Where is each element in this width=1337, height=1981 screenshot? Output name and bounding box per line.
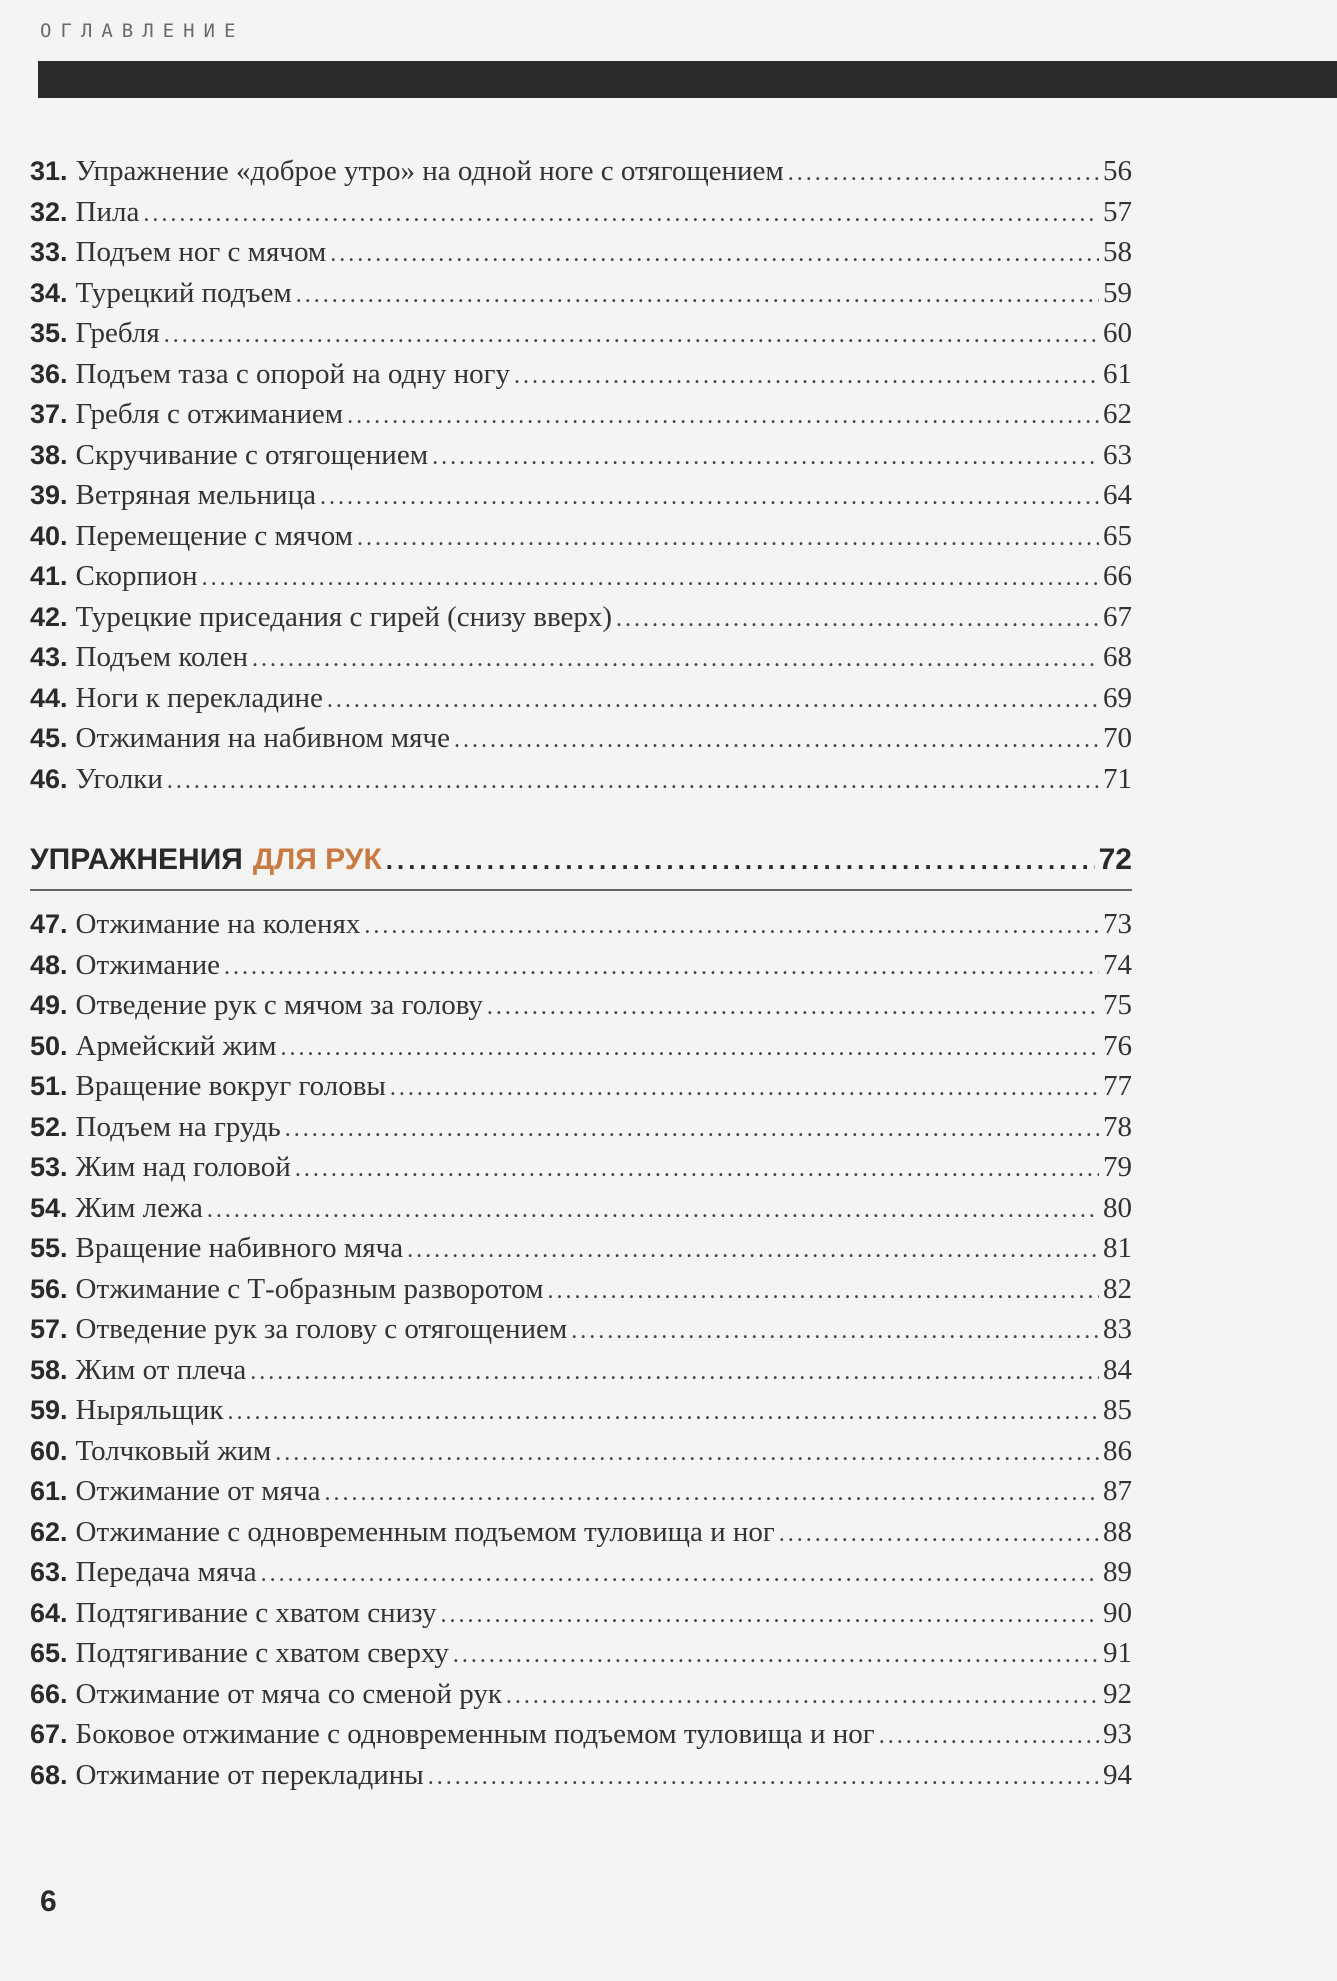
entry-title: Гребля — [75, 317, 160, 349]
toc-entry[interactable] — [30, 556, 1132, 597]
toc-entry[interactable] — [30, 1674, 1132, 1715]
leader-dots — [357, 518, 1099, 559]
entry-number: 60. — [30, 1435, 68, 1466]
entry-page-number: 84 — [1103, 1353, 1132, 1386]
entry-page-number: 78 — [1103, 1110, 1132, 1143]
entry-title: Гребля с отжиманием — [75, 398, 344, 430]
entry-page-number: 83 — [1103, 1313, 1132, 1345]
section-divider — [30, 889, 1132, 891]
section-title-part2: ДЛЯ РУК — [252, 843, 382, 876]
entry-number: 39. — [30, 480, 68, 510]
toc-entry[interactable] — [30, 1269, 1132, 1310]
leader-dots — [779, 1514, 1099, 1555]
entry-title: Отведение рук за голову с отягощением — [75, 1313, 568, 1345]
leader-dots — [879, 1716, 1099, 1757]
entry-page-number: 86 — [1103, 1434, 1132, 1467]
leader-dots — [487, 987, 1099, 1028]
entry-title: Жим над головой — [75, 1151, 291, 1183]
entry-page-number: 57 — [1103, 195, 1132, 228]
entry-title: Подтягивание с хватом сверху — [75, 1637, 449, 1669]
entry-page-number: 75 — [1103, 989, 1132, 1021]
toc-list-before — [30, 151, 1132, 799]
leader-dots — [143, 194, 1099, 235]
leader-dots — [224, 947, 1099, 988]
toc-entry[interactable] — [30, 1350, 1132, 1391]
entry-page-number: 71 — [1103, 762, 1132, 795]
entry-title: Отжимание с Т-образным разворотом — [75, 1272, 544, 1305]
leader-dots — [296, 275, 1099, 316]
entry-number: 45. — [30, 723, 68, 753]
toc-entry[interactable] — [30, 904, 1132, 945]
leader-dots — [514, 356, 1099, 397]
leader-dots — [347, 396, 1099, 437]
toc-entry[interactable] — [30, 759, 1132, 800]
entry-page-number: 64 — [1103, 479, 1132, 511]
entry-page-number: 56 — [1103, 155, 1132, 187]
entry-title: Передача мяча — [75, 1556, 257, 1588]
entry-title: Отжимания на набивном мяче — [75, 722, 450, 754]
toc-entry[interactable] — [30, 945, 1132, 986]
entry-title: Отжимание от мяча со сменой рук — [75, 1677, 502, 1710]
toc-entry[interactable] — [30, 273, 1132, 314]
entry-number: 58. — [30, 1354, 68, 1385]
entry-title: Ноги к перекладине — [75, 681, 323, 714]
leader-dots — [330, 234, 1099, 275]
entry-number: 33. — [30, 237, 68, 267]
entry-title: Подъем колен — [75, 641, 248, 673]
toc-entry[interactable] — [30, 232, 1132, 273]
entry-number: 65. — [30, 1638, 68, 1668]
toc-entry[interactable] — [30, 394, 1132, 435]
entry-page-number: 85 — [1103, 1394, 1132, 1426]
leader-dots — [432, 437, 1099, 478]
entry-number: 44. — [30, 682, 68, 713]
entry-number: 55. — [30, 1233, 68, 1263]
entry-page-number: 77 — [1103, 1070, 1132, 1102]
leader-dots — [207, 1190, 1099, 1231]
section-title-part1: УПРАЖНЕНИЯ — [30, 843, 243, 876]
toc-entry[interactable] — [30, 718, 1132, 759]
toc-list-after — [30, 904, 1132, 1795]
entry-title: Пила — [75, 195, 140, 228]
entry-title: Жим лежа — [75, 1191, 203, 1224]
entry-page-number: 94 — [1103, 1758, 1132, 1791]
entry-page-number: 92 — [1103, 1677, 1132, 1710]
section-page-number: 72 — [1098, 843, 1132, 876]
entry-title: Отведение рук с мячом за голову — [75, 989, 483, 1021]
toc-entry[interactable] — [30, 985, 1132, 1026]
entry-number: 47. — [30, 909, 68, 939]
entry-number: 35. — [30, 318, 68, 348]
entry-title: Ветряная мельница — [75, 479, 316, 511]
toc-entry[interactable] — [30, 435, 1132, 476]
leader-dots — [364, 906, 1099, 947]
running-head: ОГЛАВЛЕНИЕ — [40, 20, 245, 42]
entry-title: Уголки — [75, 762, 163, 795]
entry-page-number: 70 — [1103, 722, 1132, 754]
leader-dots — [295, 1149, 1099, 1190]
leader-dots — [506, 1676, 1099, 1717]
entry-page-number: 82 — [1103, 1272, 1132, 1305]
entry-title: Ныряльщик — [75, 1394, 224, 1426]
leader-dots — [320, 477, 1099, 518]
toc-entry[interactable] — [30, 313, 1132, 354]
toc-entry[interactable] — [30, 516, 1132, 557]
toc-entry[interactable] — [30, 1188, 1132, 1229]
entry-number: 61. — [30, 1476, 68, 1506]
entry-number: 50. — [30, 1030, 68, 1061]
leader-dots — [227, 1392, 1099, 1433]
toc-entry[interactable] — [30, 1228, 1132, 1269]
entry-page-number: 59 — [1103, 276, 1132, 309]
entry-number: 56. — [30, 1273, 68, 1304]
toc-entry[interactable] — [30, 1593, 1132, 1634]
entry-number: 41. — [30, 561, 68, 591]
toc-entry[interactable] — [30, 1390, 1132, 1431]
header-bar — [38, 61, 1337, 98]
entry-number: 68. — [30, 1759, 68, 1790]
toc-entry[interactable] — [30, 1714, 1132, 1755]
leader-dots — [285, 1109, 1099, 1150]
toc-entry[interactable] — [30, 1431, 1132, 1472]
entry-number: 46. — [30, 763, 68, 794]
leader-dots — [250, 1352, 1099, 1393]
toc-entry[interactable] — [30, 1755, 1132, 1796]
entry-page-number: 93 — [1103, 1718, 1132, 1750]
toc-entry[interactable] — [30, 1147, 1132, 1188]
entry-page-number: 73 — [1103, 908, 1132, 940]
leader-dots — [164, 315, 1099, 356]
entry-page-number: 66 — [1103, 560, 1132, 592]
entry-page-number: 80 — [1103, 1191, 1132, 1224]
leader-dots — [547, 1271, 1099, 1312]
entry-title: Подъем на грудь — [75, 1110, 281, 1143]
leader-dots — [407, 1230, 1099, 1271]
entry-title: Вращение вокруг головы — [75, 1070, 386, 1102]
entry-page-number: 76 — [1103, 1029, 1132, 1062]
entry-page-number: 68 — [1103, 641, 1132, 673]
entry-number: 49. — [30, 990, 68, 1020]
toc-entry[interactable] — [30, 1471, 1132, 1512]
entry-page-number: 88 — [1103, 1515, 1132, 1548]
entry-number: 51. — [30, 1071, 68, 1101]
entry-title: Отжимание с одновременным подъемом туловища и ног — [75, 1515, 775, 1548]
entry-title: Турецкие приседания с гирей (снизу вверх) — [75, 600, 613, 633]
toc-entry[interactable] — [30, 475, 1132, 516]
entry-title: Толчковый жим — [75, 1434, 272, 1467]
entry-title: Подъем таза с опорой на одну ногу — [75, 357, 511, 390]
leader-dots — [788, 153, 1099, 194]
entry-page-number: 62 — [1103, 398, 1132, 430]
entry-number: 38. — [30, 439, 68, 470]
leader-dots — [440, 1595, 1099, 1636]
entry-title: Отжимание от мяча — [75, 1475, 321, 1507]
leader-dots — [386, 838, 1095, 882]
toc-entry[interactable] — [30, 1309, 1132, 1350]
entry-title: Подтягивание с хватом снизу — [75, 1596, 437, 1629]
entry-title: Подъем ног с мячом — [75, 236, 327, 268]
leader-dots — [390, 1068, 1099, 1109]
entry-title: Отжимание от перекладины — [75, 1758, 424, 1791]
entry-number: 64. — [30, 1597, 68, 1628]
toc-entry[interactable] — [30, 1026, 1132, 1067]
entry-number: 31. — [30, 156, 68, 186]
entry-page-number: 74 — [1103, 948, 1132, 981]
entry-number: 59. — [30, 1395, 68, 1425]
entry-number: 42. — [30, 601, 68, 632]
entry-number: 53. — [30, 1152, 68, 1182]
entry-number: 37. — [30, 399, 68, 429]
entry-page-number: 58 — [1103, 236, 1132, 268]
toc-entry[interactable] — [30, 1066, 1132, 1107]
entry-title: Вращение набивного мяча — [75, 1232, 404, 1264]
entry-title: Армейский жим — [75, 1029, 277, 1062]
entry-title: Отжимание на коленях — [75, 908, 361, 940]
leader-dots — [571, 1311, 1099, 1352]
entry-page-number: 81 — [1103, 1232, 1132, 1264]
entry-number: 62. — [30, 1516, 68, 1547]
leader-dots — [167, 761, 1099, 802]
entry-title: Скручивание с отягощением — [75, 438, 429, 471]
entry-number: 67. — [30, 1719, 68, 1749]
entry-number: 40. — [30, 520, 68, 551]
entry-title: Скорпион — [75, 560, 198, 592]
toc-entry[interactable] — [30, 192, 1132, 233]
entry-page-number: 63 — [1103, 438, 1132, 471]
entry-number: 57. — [30, 1314, 68, 1344]
entry-number: 52. — [30, 1111, 68, 1142]
toc-entry[interactable] — [30, 597, 1132, 638]
entry-page-number: 67 — [1103, 600, 1132, 633]
entry-number: 48. — [30, 949, 68, 980]
leader-dots — [428, 1757, 1099, 1798]
toc-entry[interactable] — [30, 1552, 1132, 1593]
entry-title: Жим от плеча — [75, 1353, 247, 1386]
entry-number: 66. — [30, 1678, 68, 1709]
entry-number: 34. — [30, 277, 68, 308]
entry-title: Упражнение «доброе утро» на одной ноге с отягощением — [75, 155, 784, 187]
entry-page-number: 89 — [1103, 1556, 1132, 1588]
toc-entry[interactable] — [30, 1512, 1132, 1553]
toc-entry[interactable] — [30, 678, 1132, 719]
entry-page-number: 79 — [1103, 1151, 1132, 1183]
leader-dots — [454, 720, 1099, 761]
leader-dots — [252, 639, 1099, 680]
leader-dots — [327, 680, 1099, 721]
toc-entry[interactable] — [30, 1633, 1132, 1674]
entry-number: 63. — [30, 1557, 68, 1587]
entry-page-number: 65 — [1103, 519, 1132, 552]
leader-dots — [202, 558, 1099, 599]
entry-title: Отжимание — [75, 948, 221, 981]
entry-page-number: 91 — [1103, 1637, 1132, 1669]
leader-dots — [616, 599, 1099, 640]
entry-title: Перемещение с мячом — [75, 519, 354, 552]
entry-number: 32. — [30, 196, 68, 227]
toc-entry[interactable] — [30, 151, 1132, 192]
entry-title: Боковое отжимание с одновременным подъемом туловища и ног — [75, 1718, 875, 1750]
leader-dots — [453, 1635, 1099, 1676]
leader-dots — [275, 1433, 1099, 1474]
entry-number: 36. — [30, 358, 68, 389]
section-heading[interactable] — [30, 838, 1132, 882]
page-number: 6 — [40, 1885, 57, 1918]
entry-number: 43. — [30, 642, 68, 672]
entry-number: 54. — [30, 1192, 68, 1223]
entry-page-number: 90 — [1103, 1596, 1132, 1629]
toc-entry[interactable] — [30, 354, 1132, 395]
entry-page-number: 60 — [1103, 317, 1132, 349]
toc-entry[interactable] — [30, 1107, 1132, 1148]
entry-page-number: 61 — [1103, 357, 1132, 390]
entry-page-number: 69 — [1103, 681, 1132, 714]
entry-title: Турецкий подъем — [75, 276, 292, 309]
leader-dots — [280, 1028, 1099, 1069]
toc-entry[interactable] — [30, 637, 1132, 678]
entry-page-number: 87 — [1103, 1475, 1132, 1507]
leader-dots — [324, 1473, 1099, 1514]
leader-dots — [261, 1554, 1099, 1595]
